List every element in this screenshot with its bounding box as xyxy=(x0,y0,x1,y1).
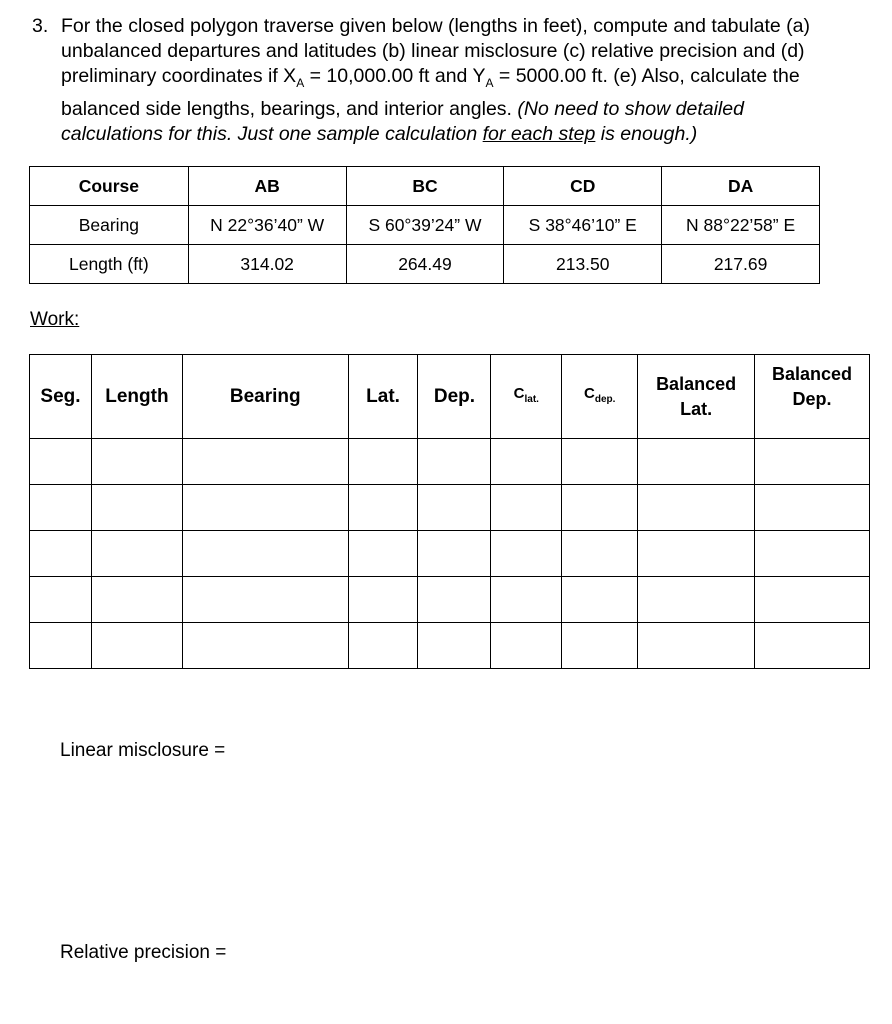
balanced-dep-header: Balanced Dep. xyxy=(755,355,870,439)
x-subscript: A xyxy=(296,76,305,91)
table-row xyxy=(30,577,870,623)
table-row xyxy=(30,485,870,531)
length-row xyxy=(30,245,820,284)
course-cd-header: CD xyxy=(504,167,662,206)
length-ab: 314.02 xyxy=(188,245,346,284)
length-da: 217.69 xyxy=(662,245,820,284)
work-table xyxy=(29,354,870,669)
work-header-row xyxy=(30,355,870,439)
instruction-italic: (No need to show detailed calculations for this. Just one sample calculation for each step is enough.) xyxy=(61,97,744,145)
length-cd: 213.50 xyxy=(504,245,662,284)
table-row xyxy=(30,531,870,577)
length-bc: 264.49 xyxy=(346,245,504,284)
given-header-row xyxy=(30,167,820,206)
bearing-row xyxy=(30,206,820,245)
course-header: Course xyxy=(30,167,189,206)
work-label: Work: xyxy=(30,309,80,330)
bearing-bc: S 60°39’24” W xyxy=(346,206,504,245)
linear-misclosure-label: Linear misclosure = xyxy=(60,740,226,761)
problem-statement xyxy=(32,14,832,147)
bearing-label: Bearing xyxy=(30,206,189,245)
course-da-header: DA xyxy=(662,167,820,206)
bearing-cd: S 38°46’10” E xyxy=(504,206,662,245)
problem-intro: For the closed polygon traverse given below (lengths in feet), compute and tabulate (a) unbalanced departures and latitudes (b) linear misclosure (c) relative precision and (d) preliminary coordinates if X xyxy=(61,15,811,88)
dep-header: Dep. xyxy=(418,355,491,439)
relative-precision-label: Relative precision = xyxy=(60,942,227,963)
bearing-ab: N 22°36’40” W xyxy=(188,206,346,245)
lat-header: Lat. xyxy=(348,355,418,439)
table-row xyxy=(30,623,870,669)
instruction-underlined: for each step xyxy=(482,122,596,145)
course-bc-header: BC xyxy=(346,167,504,206)
bearing-da: N 88°22’58” E xyxy=(662,206,820,245)
clat-header: $C_{lat.}$ xyxy=(491,355,562,439)
course-ab-header: AB xyxy=(188,167,346,206)
table-row xyxy=(30,439,870,485)
problem-text xyxy=(61,14,832,147)
given-traverse-table xyxy=(29,166,820,284)
balanced-lat-header: Balanced Lat. xyxy=(638,355,755,439)
x-value-text: = 10,000.00 ft and Y xyxy=(304,65,486,88)
length-header: Length xyxy=(91,355,182,439)
bearing-header: Bearing xyxy=(182,355,348,439)
seg-header: Seg. xyxy=(30,355,92,439)
y-subscript: A xyxy=(485,76,494,91)
problem-number: 3. xyxy=(32,15,49,37)
cdep-header: $C_{dep.}$ xyxy=(562,355,638,439)
length-label: Length (ft) xyxy=(30,245,189,284)
y-value-text: = 5000.00 ft. (e) Also, calculate the balanced side lengths, bearings, and interior angles. xyxy=(61,65,800,120)
